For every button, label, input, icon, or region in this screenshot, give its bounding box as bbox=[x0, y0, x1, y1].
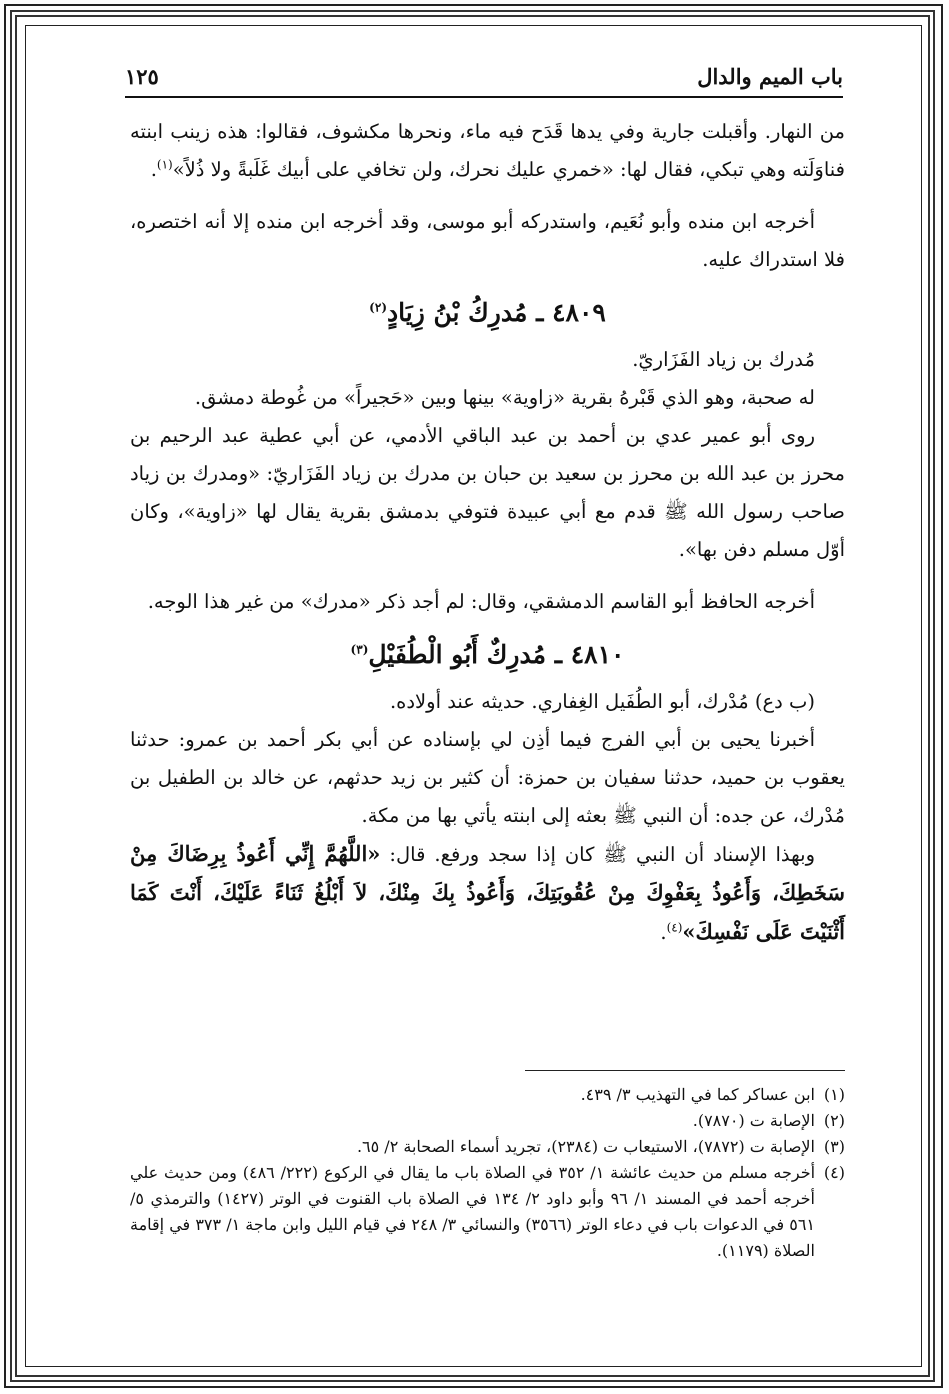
footnote-ref: (١) bbox=[156, 157, 173, 172]
footnote-separator bbox=[525, 1070, 845, 1071]
paragraph: مُدرك بن زياد الفَزَاريّ. bbox=[632, 348, 815, 371]
paragraph: وبهذا الإسناد أن النبي ﷺ كان إذا سجد ورفع. قال: «اللَّهُمَّ إِنِّي أَعُوذُ بِرِضَاكَ مِنْ سَخَطِكَ، وَأَعُوذُ بِعَفْوِكَ مِنْ عُقُوبَتِكَ، وَأَعُوذُ بِكَ مِنْكَ، لاَ أَبْلُغُ ثَنَاءً عَلَيْكَ، أَنْتَ كَمَا أَثْنَيْتَ عَلَى نَفْسِكَ»$^{(٤)}$. bbox=[130, 841, 845, 944]
footnote-ref: (٢) bbox=[369, 300, 387, 315]
paragraph: له صحبة، وهو الذي قَبْرهُ بقرية «زاوية» بينها وبين «حَجيراً» من غُوطة دمشق. bbox=[194, 386, 815, 409]
footnote-item: (٤) أخرجه مسلم من حديث عائشة ١/ ٣٥٢ في الصلاة باب ما يقال في الركوع (٢٢٢/ ٤٨٦) ومن حديث علي أخرجه أحمد في المسند ١/ ٩٦ وأبو داود ٢/ ١٣٤ في الصلاة باب القنوت في الوتر (١٤٢٧) والترمذي ٥/ ٥٦١ في الدعوات باب في دعاء الوتر (٣٥٦٦) والنسائي ٣/ ٢٤٨ في قيام الليل وابن ماجة ١/ ٣٧٣ في إقامة الصلاة (١١٧٩). bbox=[130, 1163, 845, 1260]
page-body bbox=[130, 113, 845, 952]
paragraph: روى أبو عمير عدي بن أحمد بن عبد الباقي الأدمي، عن أبي عطية عبد الرحيم بن محرز بن عبد الله بن محرز بن سعيد بن حبان بن مدرك بن زياد الفَزَاريّ: «ومدرك بن زياد صاحب رسول الله ﷺ قدم مع أبي عبيدة فتوفي بدمشق بقرية يقال لها «زاوية»، وكان أوّل مسلم دفن بها». bbox=[130, 424, 845, 561]
footnote-item: (٣) الإصابة ت (٧٨٧٢)، الاستيعاب ت (٢٣٨٤)، تجريد أسماء الصحابة ٢/ ٦٥. bbox=[356, 1137, 845, 1156]
page-header bbox=[125, 62, 843, 98]
paragraph: أخبرنا يحيى بن أبي الفرج فيما أذِن لي بإسناده عن أبي بكر أحمد بن عمرو: حدثنا يعقوب بن حميد، حدثنا سفيان بن حمزة: أن كثير بن زيد حدثهم، عن خالد بن الطفيل بن مُدْرك، عن جده: أن النبي ﷺ بعثه إلى ابنته يأتي بها من مكة. bbox=[130, 728, 845, 827]
footnote-ref: (٣) bbox=[350, 642, 369, 657]
paragraph: (ب دع) مُدْرك، أبو الطُفَيل الغِفاري. حديثه عند أولاده. bbox=[389, 690, 815, 713]
footnote-item: (٢) الإصابة ت (٧٨٧٠). bbox=[692, 1111, 845, 1130]
footnotes bbox=[130, 1082, 845, 1264]
entry-heading: ٤٨١٠ ـ مُدرِكٌ أَبُو الْطُفَيْلِ$^{(٣)}$ bbox=[350, 640, 625, 669]
page-number: ١٢٥ bbox=[125, 64, 159, 89]
running-title: باب الميم والدال bbox=[697, 64, 843, 89]
paragraph: أخرجه ابن منده وأبو نُعَيم، واستدركه أبو موسى، وقد أخرجه ابن منده إلا أنه اختصره، فلا استدراك عليه. bbox=[130, 210, 845, 271]
paragraph: أخرجه الحافظ أبو القاسم الدمشقي، وقال: لم أجد ذكر «مدرك» من غير هذا الوجه. bbox=[147, 590, 815, 613]
entry-heading: ٤٨٠٩ ـ مُدرِكُ بْنُ زِيَادٍ$^{(٢)}$ bbox=[369, 298, 606, 327]
hadith-text: «اللَّهُمَّ إِنِّي أَعُوذُ بِرِضَاكَ مِنْ سَخَطِكَ، وَأَعُوذُ بِعَفْوِكَ مِنْ عُقُوبَتِكَ، وَأَعُوذُ بِكَ مِنْكَ، لاَ أَبْلُغُ ثَنَاءً عَلَيْكَ، أَنْتَ كَمَا أَثْنَيْتَ عَلَى نَفْسِكَ» bbox=[130, 841, 845, 944]
footnote-item: (١) ابن عساكر كما في التهذيب ٣/ ٤٣٩. bbox=[580, 1085, 845, 1104]
footnote-ref: (٤) bbox=[666, 920, 683, 935]
paragraph: من النهار. وأقبلت جارية وفي يدها قَدَح فيه ماء، ونحرها مكشوف، فقالوا: هذه زينب ابنته فناوَلَته وهي تبكي، فقال لها: «خمري عليك نحرك، ولن تخافي على أبيك غَلَبةً ولا ذُلاً»$^{(١)}$. bbox=[130, 120, 845, 181]
